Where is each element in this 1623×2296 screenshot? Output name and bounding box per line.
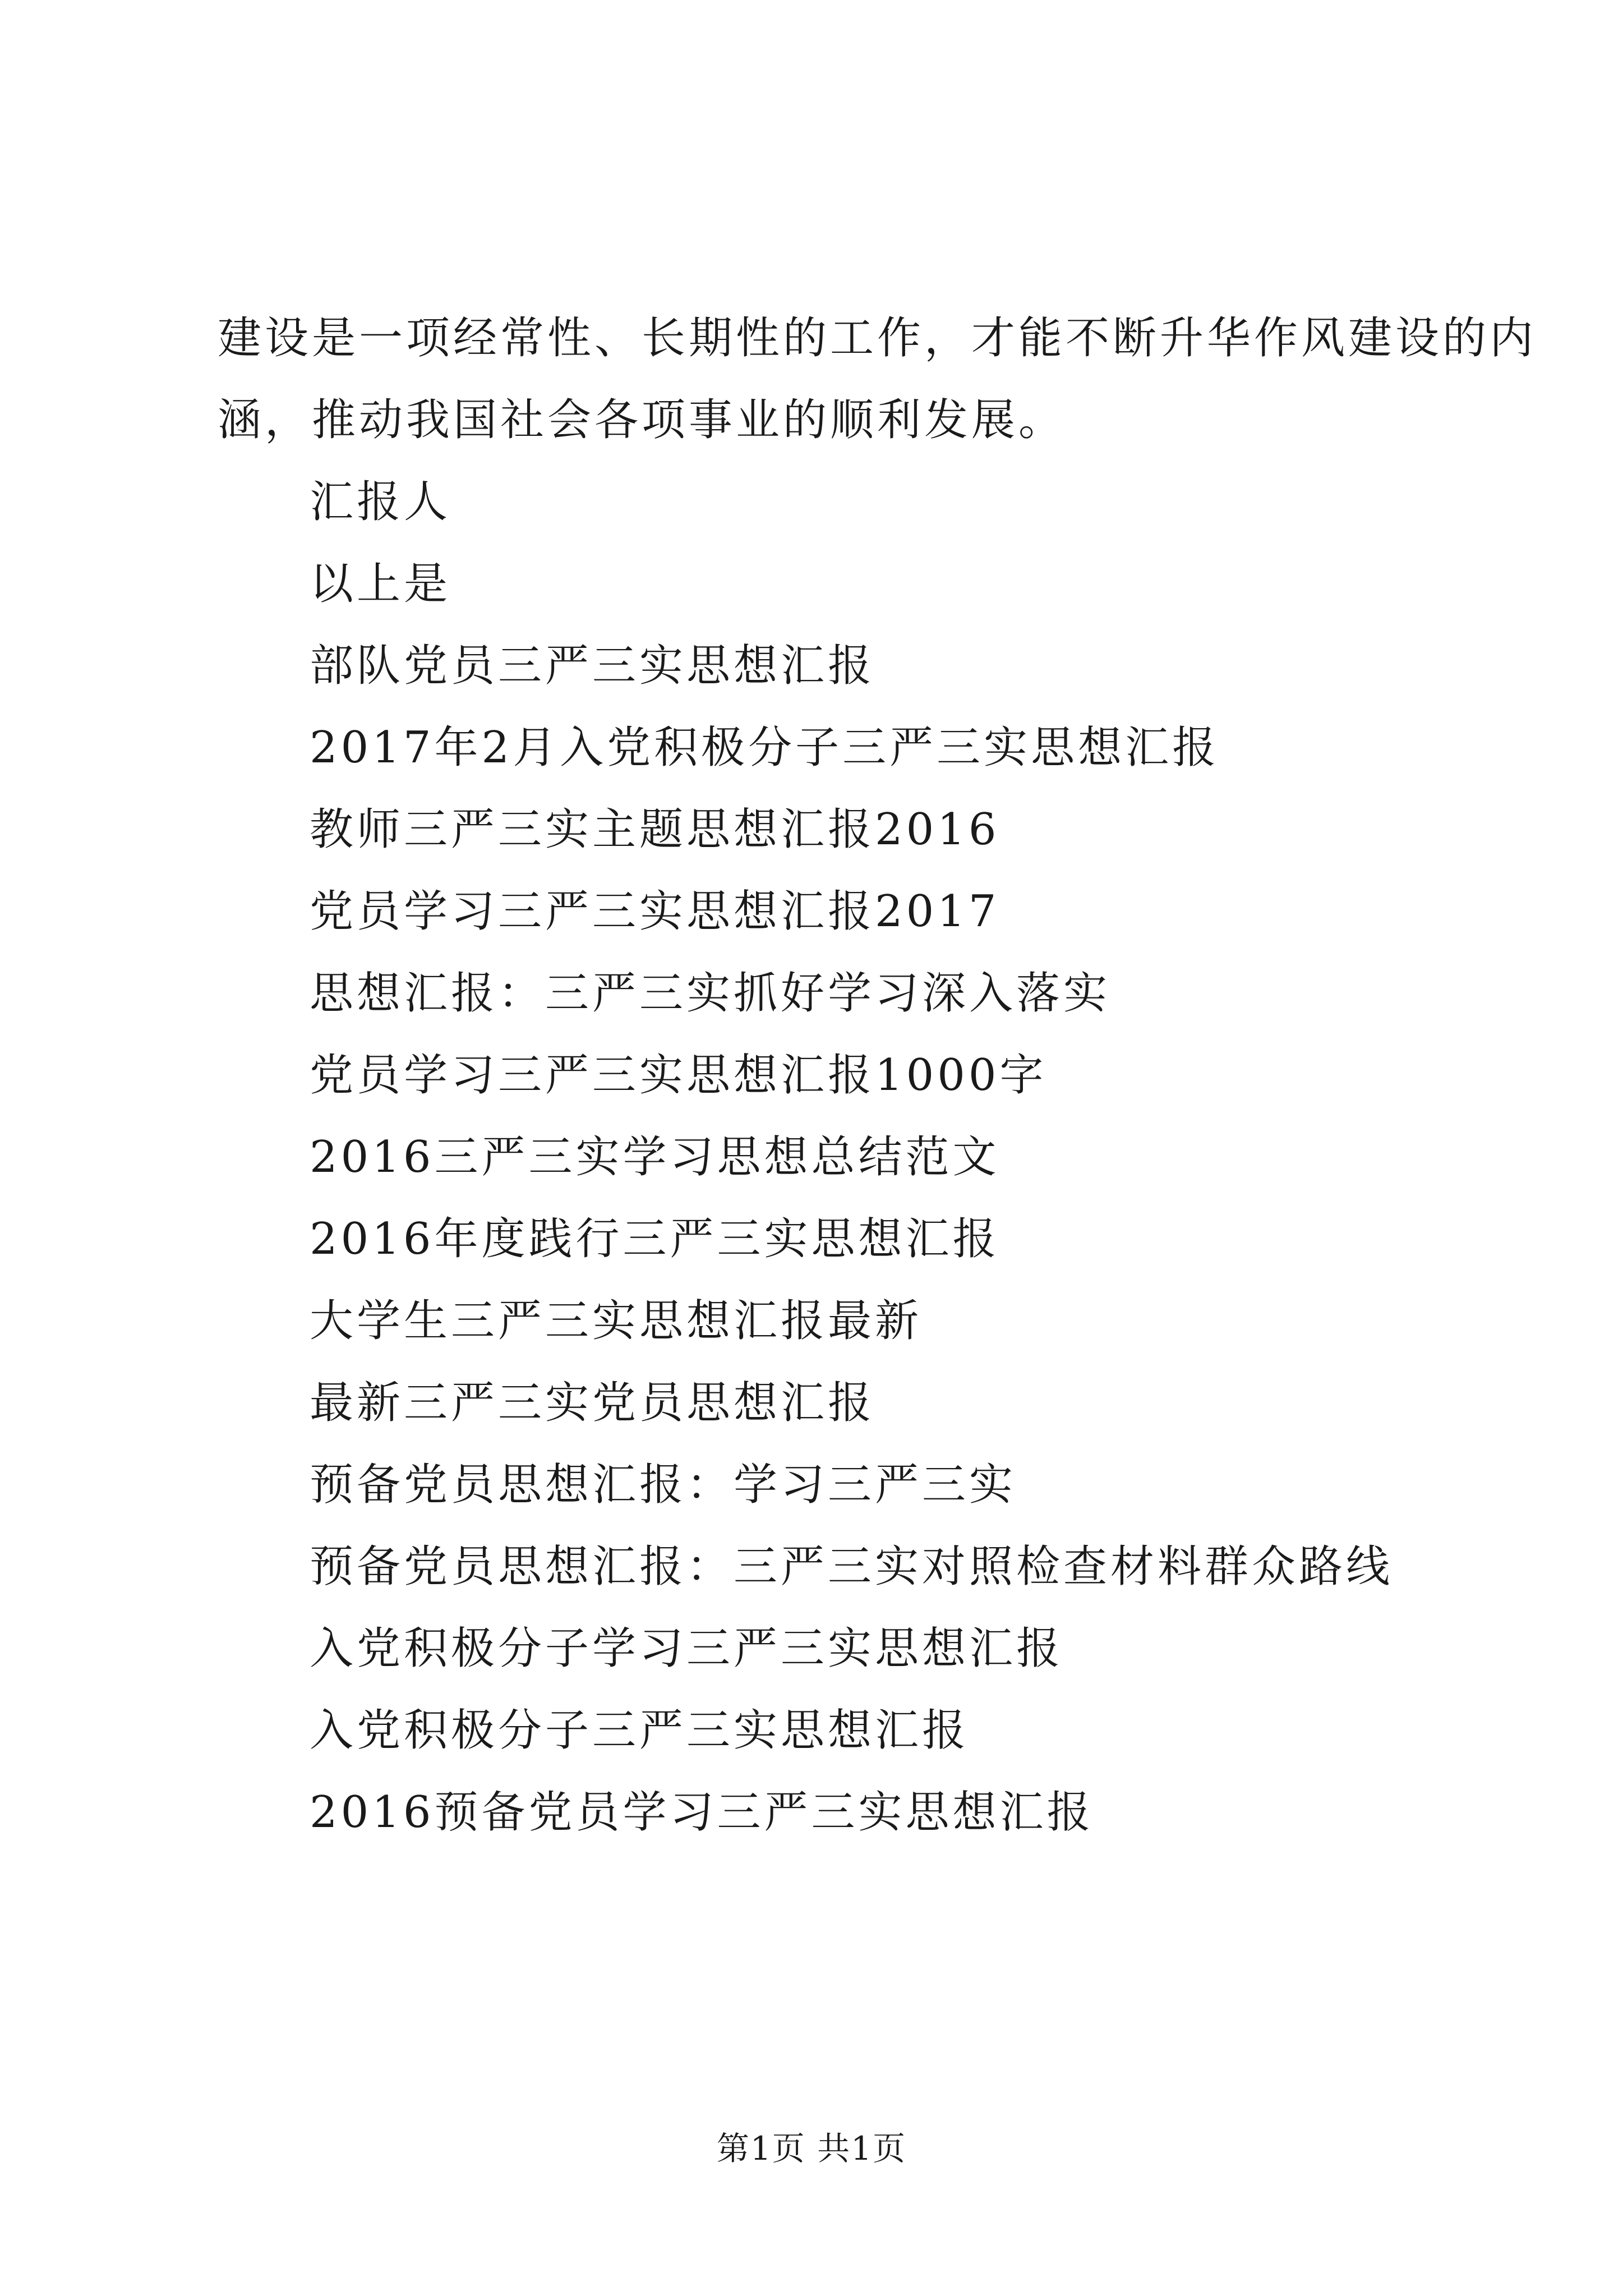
list-item: 教师三严三实主题思想汇报2016 [310,804,1000,855]
document-body [218,297,1537,1853]
related-list [218,461,1429,1853]
list-item: 预备党员思想汇报：三严三实对照检查材料群众路线 [310,1542,1394,1592]
list-item: 汇报人 [310,477,451,527]
list-item: 党员学习三严三实思想汇报1000字 [310,1050,1047,1101]
page-footer: 第1页 共1页 [716,2129,907,2168]
list-item: 2016三严三实学习思想总结范文 [310,1132,1000,1182]
list-item: 党员学习三严三实思想汇报2017 [310,886,1000,937]
paragraph-line-2: 涵，推动我国社会各项事业的顺利发展。 [218,395,1066,445]
list-item: 最新三严三实党员思想汇报 [310,1378,875,1428]
list-item: 思想汇报：三严三实抓好学习深入落实 [310,968,1111,1019]
list-item: 2016年度践行三严三实思想汇报 [310,1214,1000,1264]
list-item: 入党积极分子学习三严三实思想汇报 [310,1623,1064,1674]
list-item: 以上是 [310,559,451,609]
list-item: 大学生三严三实思想汇报最新 [310,1296,923,1346]
list-item: 预备党员思想汇报：学习三严三实 [310,1460,1017,1510]
list-item: 部队党员三严三实思想汇报 [310,641,875,691]
paragraph-line-1: 建设是一项经常性、长期性的工作，才能不断升华作风建设的内 [218,313,1537,364]
list-item: 2017年2月入党积极分子三严三实思想汇报 [310,723,1220,773]
list-item: 入党积极分子三严三实思想汇报 [310,1705,970,1756]
list-item: 2016预备党员学习三严三实思想汇报 [310,1787,1094,1838]
